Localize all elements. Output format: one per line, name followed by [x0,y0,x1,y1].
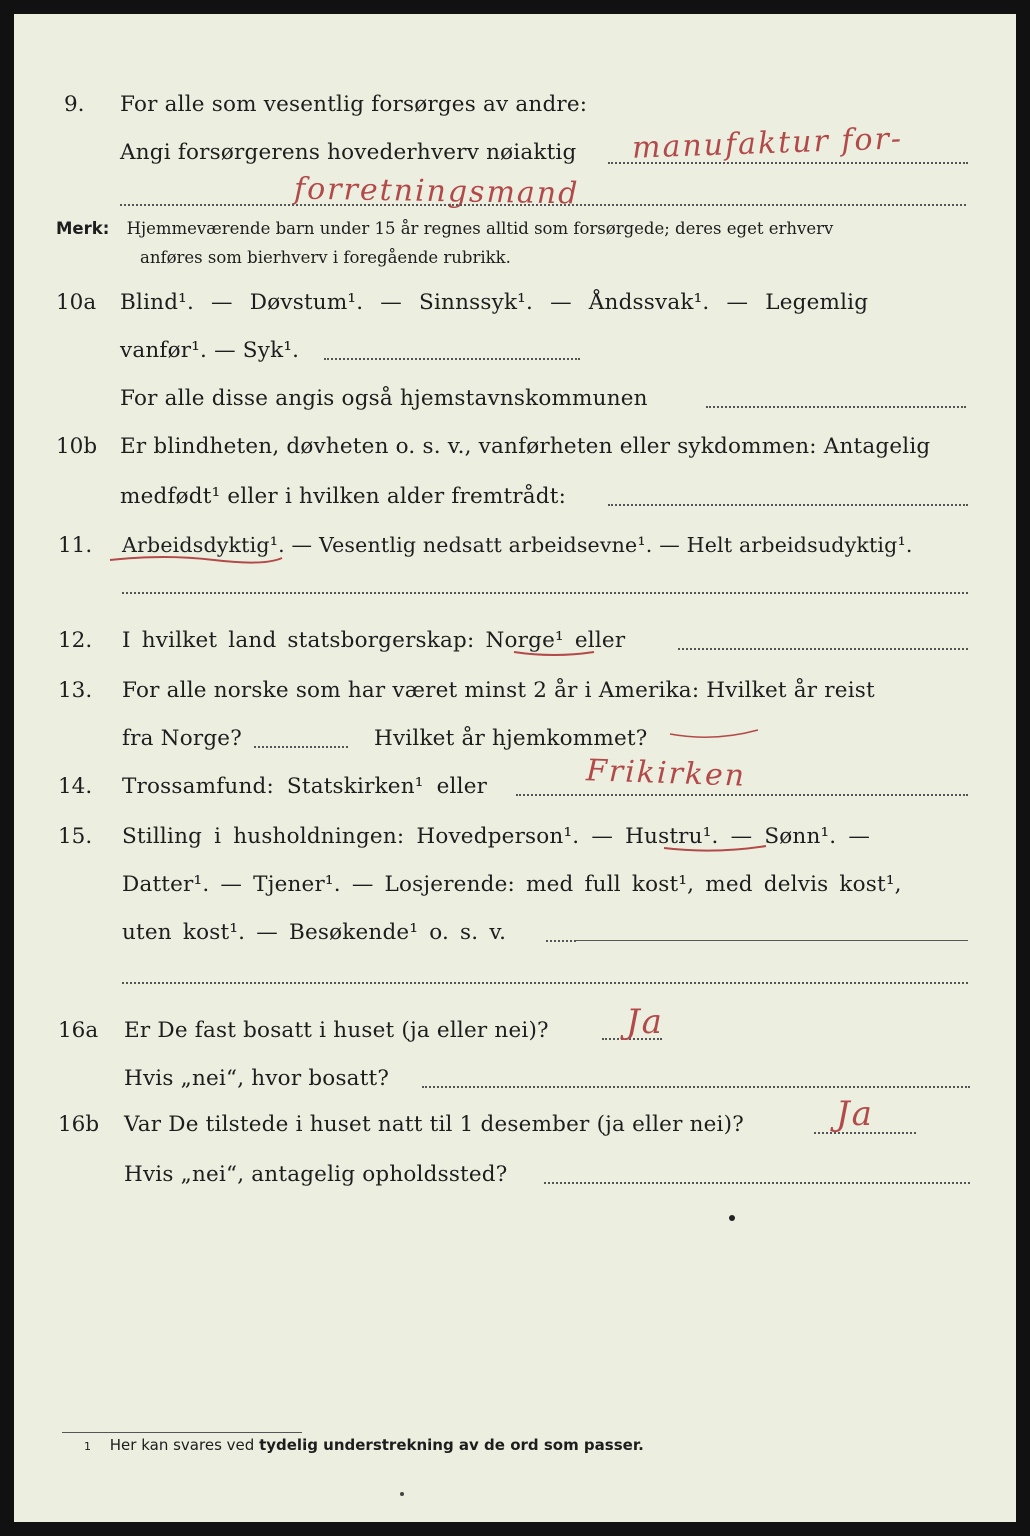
q13-line2b: Hvilket år hjemkommet? [374,726,648,751]
q16b-line1: Var De tilstede i huset natt til 1 desember (ja eller nei)? [124,1112,744,1137]
q10a-line2: vanfør¹. — Syk¹. [120,338,300,363]
underline-norge [514,652,594,655]
q11-number: 11. [58,533,93,558]
merk-line1: Hjemmeværende barn under 15 år regnes alltid som forsørgede; deres eget erhverv [126,219,834,238]
red-scribble [670,730,758,737]
q9-number: 9. [64,92,85,117]
q9-line1: For alle som vesentlig forsørges av andre: [120,92,588,117]
census-form-page [14,14,1016,1522]
q16b-line2: Hvis „nei“, antagelig opholdssted? [124,1162,508,1187]
q16a-line2: Hvis „nei“, hvor bosatt? [124,1066,390,1091]
q12-number: 12. [58,628,93,653]
q15-line3: uten kost¹. — Besøkende¹ o. s. v. [122,920,507,945]
footnote-mark: 1 [84,1440,91,1453]
q9-handwritten-answer1: manufaktur for- [631,121,904,166]
q14-number: 14. [58,774,93,799]
footnote-text-plain: Her kan svares ved [109,1436,255,1454]
q13-number: 13. [58,678,93,703]
q16b-number: 16b [58,1112,100,1137]
q11-line1: Arbeidsdyktig¹. — Vesentlig nedsatt arbeidsevne¹. — Helt arbeidsudyktig¹. [122,533,913,557]
underline-arbeidsdyktig [110,557,282,563]
q9-line2: Angi forsørgerens hovederhverv nøiaktig [120,140,577,165]
q9-handwritten-answer2: forretningsmand [293,171,580,212]
q10b-number: 10b [56,434,98,459]
q15-line2: Datter¹. — Tjener¹. — Losjerende: med full kost¹, med delvis kost¹, [122,872,902,897]
footnote-text-bold: tydelig understrekning av de ord som passer. [259,1436,644,1454]
q15-number: 15. [58,824,93,849]
q10b-line1: Er blindheten, døvheten o. s. v., vanførheten eller sykdommen: Antagelig [120,434,931,459]
merk-line2: anføres som bierhverv i foregående rubrikk. [140,248,511,267]
q15-line1: Stilling i husholdningen: Hovedperson¹. — Hustru¹. — Sønn¹. — [122,824,871,849]
q10a-line3: For alle disse angis også hjemstavnskommunen [120,386,648,411]
q16a-handwritten-answer: Ja [626,1002,664,1042]
q16b-handwritten-answer: Ja [836,1094,874,1134]
q16a-line1: Er De fast bosatt i huset (ja eller nei)? [124,1018,549,1043]
ink-dot [729,1215,735,1221]
q13-line1: For alle norske som har været minst 2 år i Amerika: Hvilket år reist [122,678,875,703]
q12-line1: I hvilket land statsborgerskap: Norge¹ eller [122,628,626,653]
q14-line1: Trossamfund: Statskirken¹ eller [122,774,488,799]
q10a-line1: Blind¹. — Døvstum¹. — Sinnssyk¹. — Åndssvak¹. — Legemlig [120,290,869,315]
q10b-line2: medfødt¹ eller i hvilken alder fremtrådt: [120,484,567,509]
q10a-number: 10a [56,290,97,315]
q13-line2a: fra Norge? [122,726,242,751]
underline-hustru [664,846,766,851]
q16a-number: 16a [58,1018,99,1043]
pencil-marks [14,14,1016,1522]
q14-handwritten-answer: Frikirken [585,753,747,794]
merk-label: Merk: [56,219,110,238]
ink-dot-bottom [400,1492,404,1496]
